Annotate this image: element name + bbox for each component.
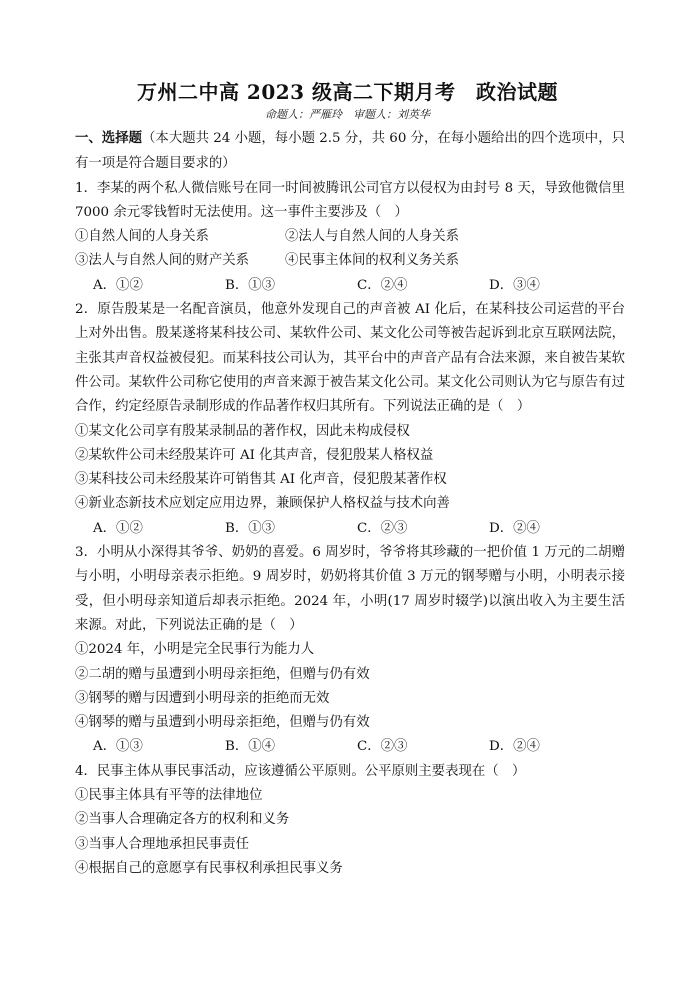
question-1-choices — [75, 274, 625, 298]
question-3-item-2: ②二胡的赠与虽遭到小明母亲拒绝，但赠与仍有效 — [75, 666, 370, 682]
question-1-choice-d: D．③④ — [489, 277, 540, 293]
question-1-items-row-2 — [75, 249, 625, 273]
question-4-item-1: ①民事主体具有平等的法律地位 — [75, 788, 263, 804]
question-3-item-4: ④钢琴的赠与虽遭到小明母亲拒绝，但赠与仍有效 — [75, 715, 370, 731]
question-3-stem: 3．小明从小深得其爷爷、奶奶的喜爱。6 周岁时，爷爷将其珍藏的一把价值 1 万元的二胡赠与小明，小明母亲表示拒绝。9 周岁时，奶奶将其价值 3 万元的钢琴赠与小明，小明表示接受，但小明母亲知道后却表示拒绝。2024 年，小明(17 周岁时辍学)以演出收入为主要生活来源。对此，下列说法正确的是（ ） — [75, 545, 625, 633]
question-3-choice-b: B．①④ — [225, 739, 276, 755]
question-4-item-2: ②当事人合理确定各方的权利和义务 — [75, 812, 290, 828]
question-2-item-2: ②某软件公司未经殷某许可 AI 化其声音，侵犯殷某人格权益 — [75, 447, 434, 463]
authors-line: 命题人：严雁玲 审题人：刘英华 — [265, 108, 430, 121]
question-1-item-1: ①自然人间的人身关系 — [75, 229, 209, 245]
section-heading: 一、选择题（本大题共 24 小题，每小题 2.5 分，共 60 分，在每小题给出的四个选项中，只有一项是符合题目要求的） — [75, 130, 626, 172]
question-3-item-1: ①2024 年，小明是完全民事行为能力人 — [75, 642, 315, 658]
question-2-choice-b: B．①③ — [225, 520, 276, 536]
question-2-choice-d: D．②④ — [489, 520, 540, 536]
question-2-choices — [75, 517, 625, 541]
question-1-choice-c: C．②④ — [357, 277, 408, 293]
question-1-choice-a: A．①② — [93, 277, 143, 293]
question-2-stem: 2．原告殷某是一名配音演员，他意外发现自己的声音被 AI 化后，在某科技公司运营的平台上对外出售。殷某遂将某科技公司、某软件公司、某文化公司等被告起诉到北京互联网法院，主张其声音权益被侵犯。而某科技公司认为，其平台中的声音产品有合法来源，来自被告某软件公司。某软件公司称它使用的声音来源于被告某文化公司。某文化公司则认为它与原告有过合作，约定经原告录制形成的作品著作权归其所有。下列说法正确的是（ ） — [75, 302, 625, 415]
question-3-item-3: ③钢琴的赠与因遭到小明母亲的拒绝而无效 — [75, 690, 330, 706]
question-4-item-4: ④根据自己的意愿享有民事权利承担民事义务 — [75, 860, 343, 876]
page-title: 万州二中高 2023 级高二下期月考 政治试题 — [136, 80, 559, 104]
question-3-choices — [75, 735, 625, 759]
question-2-item-4: ④新业态新技术应划定应用边界，兼顾保护人格权益与技术向善 — [75, 496, 450, 512]
question-2-choice-a: A．①② — [93, 520, 143, 536]
section-description: （本大题共 24 小题，每小题 2.5 分，共 60 分，在每小题给出的四个选项中，只有一项是符合题目要求的） — [75, 131, 626, 172]
question-1-item-4: ④民事主体间的权利义务关系 — [285, 253, 460, 269]
question-1-items-row-1 — [75, 225, 625, 249]
question-3-choice-c: C．②③ — [357, 739, 408, 755]
question-2-item-1: ①某文化公司享有殷某录制品的著作权，因此未构成侵权 — [75, 423, 410, 439]
question-1-item-2: ②法人与自然人间的人身关系 — [285, 229, 460, 245]
exam-content — [75, 126, 625, 881]
question-2-item-3: ③某科技公司未经殷某许可销售其 AI 化声音，侵犯殷某著作权 — [75, 472, 447, 488]
question-4-item-3: ③当事人合理地承担民事责任 — [75, 836, 250, 852]
question-1-choice-b: B．①③ — [225, 277, 276, 293]
question-3-choice-a: A．①③ — [93, 739, 143, 755]
question-2-choice-c: C．②③ — [357, 520, 408, 536]
question-1-item-3: ③法人与自然人间的财产关系 — [75, 253, 250, 269]
question-1-stem: 1．李某的两个私人微信账号在同一时间被腾讯公司官方以侵权为由封号 8 天，导致他微信里 7000 余元零钱暂时无法使用。这一事件主要涉及（ ） — [75, 180, 625, 220]
question-3-choice-d: D．②④ — [489, 739, 540, 755]
question-4-stem: 4．民事主体从事民事活动，应该遵循公平原则。公平原则主要表现在（ ） — [75, 763, 526, 779]
